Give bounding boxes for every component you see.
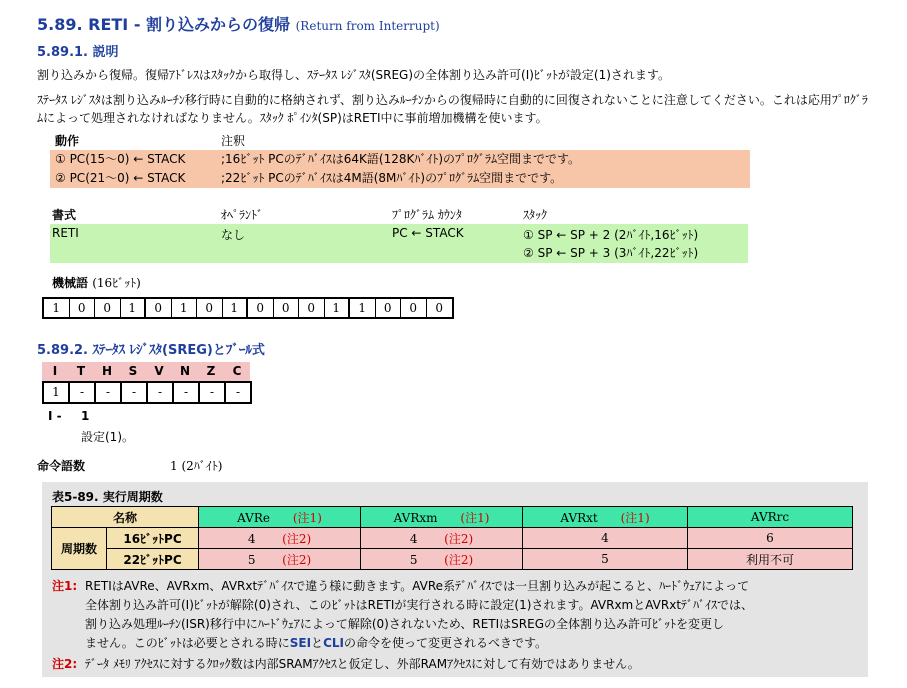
cycle-cell: 5 — [523, 549, 688, 570]
i-flag-description: 設定(1)。 — [81, 430, 134, 444]
cycle-cell: 4 (注2) — [361, 528, 523, 549]
syntax-header — [50, 204, 748, 224]
cycle-table-title: 表5-89. 実行周期数 — [52, 490, 163, 504]
opcode-bit: 1 — [172, 299, 198, 317]
col-avre: AVRe (注1) — [199, 507, 361, 528]
page-title: 5.89. RETI - 割り込みからの復帰 (Return from Interrupt) — [37, 15, 440, 34]
cycles-group-label: 周期数 — [52, 528, 107, 570]
flag-value: - — [96, 383, 122, 402]
opcode-bit: 1 — [350, 299, 376, 317]
opcode-bit: 0 — [435, 301, 444, 315]
syntax-table — [50, 204, 748, 263]
flag-value: - — [174, 383, 200, 402]
opcode-bit: 0 — [146, 299, 172, 317]
operand: なし — [221, 228, 246, 242]
operation-row — [50, 150, 750, 169]
note2-text: ﾃﾞｰﾀ ﾒﾓﾘ ｱｸｾｽに対するｸﾛｯｸ数は内部SRAMｱｸｾｽと仮定し、外部RAMｱｸｾｽに対して有効ではありません。 — [85, 657, 640, 671]
operation-comment: ;16ﾋﾞｯﾄ PCのﾃﾞﾊﾞｲｽは64K語(128Kﾊﾞｲﾄ)のﾌﾟﾛｸﾞﾗﾑ空間までです。 — [221, 152, 581, 166]
opcode-bits — [42, 297, 454, 319]
note2-label: 注2: — [52, 657, 78, 671]
cycle-cell: 5 (注2) — [361, 549, 523, 570]
sreg-flag-values — [42, 381, 252, 404]
flag-value: 1 — [44, 383, 70, 402]
opcode-bit: 0 — [401, 299, 427, 317]
opcode-bit: 0 — [197, 299, 223, 317]
note1-line: ません。このﾋﾞｯﾄは必要とされる時にSEIとCLIの命令を使って変更されるべきです。 — [85, 636, 548, 650]
operand-header-label: ｵﾍﾟﾗﾝﾄﾞ — [221, 208, 264, 222]
opcode-bit: 1 — [223, 299, 249, 317]
flag-name: Z — [198, 362, 224, 381]
sei-link[interactable]: SEI — [289, 636, 312, 650]
col-avrxt: AVRxt (注1) — [523, 507, 688, 528]
cycle-row-16bit — [52, 528, 853, 549]
opcode-bit: 0 — [376, 299, 402, 317]
description-paragraph-2: ｽﾃｰﾀｽ ﾚｼﾞｽﾀは割り込みﾙｰﾁﾝ移行時に自動的に格納されず、割り込みﾙｰﾁﾝからの復帰時に自動的に回復されないことに注意してください。これは応用ﾌﾟﾛｸﾞﾗﾑによって処理されなければなりません。ｽﾀｯｸ ﾎﾟｲﾝﾀ(SP)はRETI中に事前増加機構を使います。 — [37, 93, 868, 125]
cycle-table — [51, 506, 853, 570]
cli-link[interactable]: CLI — [323, 636, 344, 650]
section-heading-description: 5.89.1. 説明 — [37, 45, 119, 60]
operation-table — [50, 132, 750, 188]
note1-line: RETIはAVRe、AVRxm、AVRxtﾃﾞﾊﾞｲｽで違う様に動きます。AVRe系ﾃﾞﾊﾞｲｽでは一旦割り込みが起こると、ﾊｰﾄﾞｳｪｱによって — [85, 579, 750, 593]
i-flag-value: 1 — [81, 409, 90, 423]
operation-text: ① PC(15～0) ← STACK — [55, 152, 186, 166]
section-heading-sreg: 5.89.2. ｽﾃｰﾀｽ ﾚｼﾞｽﾀ(SREG)とﾌﾞｰﾙ式 — [37, 343, 265, 358]
opcode-bit: 1 — [44, 299, 70, 317]
operation-row — [50, 169, 750, 188]
flag-value: - — [122, 383, 148, 402]
flag-name: N — [172, 362, 198, 381]
syntax-row — [50, 224, 748, 263]
operation-header — [50, 132, 750, 150]
syntax-header-label: 書式 — [52, 208, 77, 222]
program-counter-op: PC ← STACK — [392, 226, 464, 240]
cycle-cell: 6 — [688, 528, 853, 549]
operation-header-label: 動作 — [55, 134, 80, 148]
flag-name: C — [224, 362, 250, 381]
description-paragraph-1: 割り込みから復帰。復帰ｱﾄﾞﾚｽはｽﾀｯｸから取得し、ｽﾃｰﾀｽ ﾚｼﾞｽﾀ(SREG)の全体割り込み許可(I)ﾋﾞｯﾄが設定(1)されます。 — [37, 68, 670, 82]
note1-line: 割り込み処理ﾙｰﾁﾝ(ISR)移行中にﾊｰﾄﾞｳｪｱによって解除(0)されないため、RETIはSREGの全体割り込み許可ﾋﾞｯﾄを変更し — [85, 617, 725, 631]
opcode-label: 機械語 (16ﾋﾞｯﾄ) — [52, 276, 141, 290]
flag-value: - — [226, 383, 252, 402]
flag-name: H — [94, 362, 120, 381]
stack-op-22bit: ② SP ← SP + 3 (3ﾊﾞｲﾄ,22ﾋﾞｯﾄ) — [523, 246, 699, 260]
stack-header-label: ｽﾀｯｸ — [523, 208, 548, 222]
col-avrxm: AVRxm (注1) — [361, 507, 523, 528]
stack-op-16bit: ① SP ← SP + 2 (2ﾊﾞｲﾄ,16ﾋﾞｯﾄ) — [523, 228, 699, 242]
flag-value: - — [148, 383, 174, 402]
opcode-bit: 0 — [299, 299, 325, 317]
cycle-cell: 5 (注2) — [199, 549, 361, 570]
note1-label: 注1: — [52, 579, 78, 593]
flag-name: T — [68, 362, 94, 381]
flag-name: S — [120, 362, 146, 381]
word-count-value: 1 (2ﾊﾞｲﾄ) — [170, 459, 223, 473]
col-avrrc: AVRrc — [688, 507, 853, 528]
row-label: 22ﾋﾞｯﾄPC — [107, 549, 199, 570]
cycle-cell: 4 (注2) — [199, 528, 361, 549]
mnemonic: RETI — [52, 226, 79, 240]
flag-name: V — [146, 362, 172, 381]
word-count-label: 命令語数 — [37, 459, 86, 473]
row-label: 16ﾋﾞｯﾄPC — [107, 528, 199, 549]
note1-line: 全体割り込み許可(I)ﾋﾞｯﾄが解除(0)され、このﾋﾞｯﾄはRETIが実行される時に設定(1)されます。AVRxmとAVRxtﾃﾞﾊﾞｲｽでは、 — [85, 598, 754, 612]
flag-name: I — [42, 362, 68, 381]
opcode-bit: 1 — [121, 299, 147, 317]
name-header: 名称 — [52, 507, 199, 528]
cycle-header-row — [52, 507, 853, 528]
cycle-cell: 4 — [523, 528, 688, 549]
flag-value: - — [200, 383, 226, 402]
opcode-bit: 0 — [274, 299, 300, 317]
opcode-bit: 0 — [95, 299, 121, 317]
flag-value: - — [70, 383, 96, 402]
sreg-flags-table — [42, 362, 252, 404]
opcode-bit: 1 — [325, 299, 351, 317]
i-flag-label: I - — [48, 409, 62, 423]
comment-header-label: 注釈 — [221, 134, 246, 148]
operation-comment: ;22ﾋﾞｯﾄ PCのﾃﾞﾊﾞｲｽは4M語(8Mﾊﾞｲﾄ)のﾌﾟﾛｸﾞﾗﾑ空間までです。 — [221, 171, 563, 185]
cycle-cell: 利用不可 — [688, 549, 853, 570]
operation-text: ② PC(21～0) ← STACK — [55, 171, 186, 185]
sreg-flag-names — [42, 362, 252, 381]
opcode-bit: 0 — [70, 299, 96, 317]
cycle-row-22bit — [52, 549, 853, 570]
opcode-bit: 0 — [248, 299, 274, 317]
pc-header-label: ﾌﾟﾛｸﾞﾗﾑ ｶｳﾝﾀ — [392, 208, 462, 222]
